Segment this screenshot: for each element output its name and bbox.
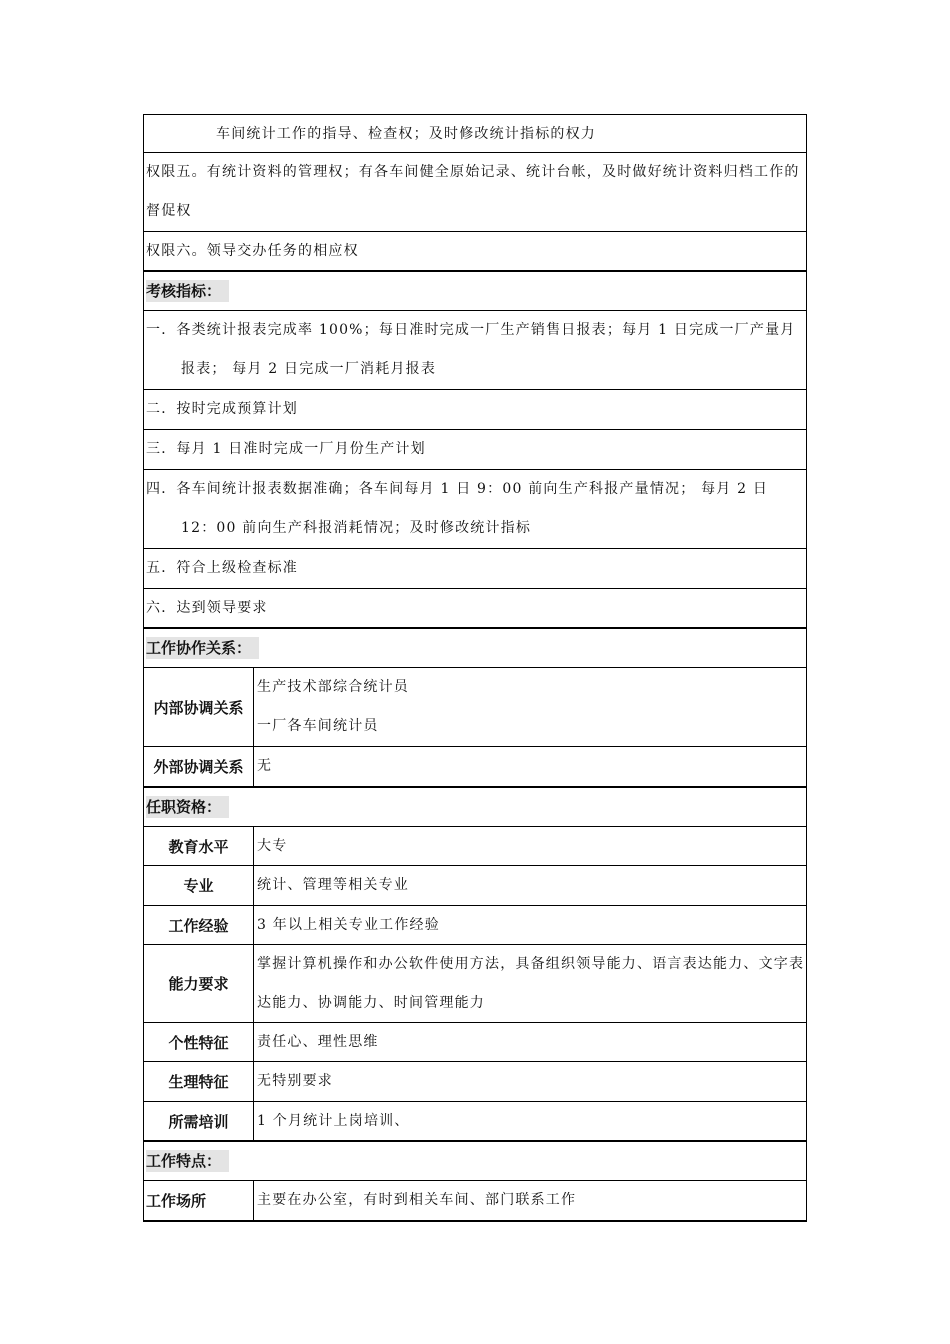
assessment-item-row xyxy=(143,430,807,470)
assessment-item-row xyxy=(143,311,807,390)
qualification-row xyxy=(143,866,807,906)
permission-5-text: 权限五。有统计资料的管理权；有各车间健全原始记录、统计台帐，及时做好统计资料归档工作的督促权 xyxy=(146,164,800,219)
qualification-title: 任职资格： xyxy=(146,796,229,818)
major-value: 统计、管理等相关专业 xyxy=(257,877,409,893)
assessment-item-6: 六．达到领导要求 xyxy=(146,600,268,616)
external-relation-label: 外部协调关系 xyxy=(144,747,254,786)
assessment-header-row xyxy=(143,272,807,311)
permission-5-row xyxy=(143,153,807,232)
permission-6-text: 权限六。领导交办任务的相应权 xyxy=(146,243,359,259)
assessment-item-row xyxy=(143,470,807,549)
work-location-value: 主要在办公室，有时到相关车间、部门联系工作 xyxy=(257,1192,577,1208)
ability-label: 能力要求 xyxy=(144,945,254,1022)
personality-value: 责任心、理性思维 xyxy=(257,1034,379,1050)
education-value: 大专 xyxy=(257,838,288,854)
training-label: 所需培训 xyxy=(144,1102,254,1140)
assessment-title: 考核指标： xyxy=(146,280,229,302)
cooperation-header-row xyxy=(143,629,807,668)
personality-label: 个性特征 xyxy=(144,1023,254,1061)
qualification-header-row xyxy=(143,788,807,827)
permission-continuation-text: 车间统计工作的指导、检查权；及时修改统计指标的权力 xyxy=(216,126,596,142)
features-header-row xyxy=(143,1142,807,1181)
assessment-item-4: 四．各车间统计报表数据准确；各车间每月 1 日 9：00 前向生产科报产量情况； 每月 2 日 12：00 前向生产科报消耗情况；及时修改统计指标 xyxy=(146,481,769,536)
qualification-row xyxy=(143,906,807,945)
work-location-label: 工作场所 xyxy=(144,1181,254,1220)
education-label: 教育水平 xyxy=(144,827,254,865)
assessment-item-5: 五．符合上级检查标准 xyxy=(146,560,298,576)
physical-label: 生理特征 xyxy=(144,1062,254,1101)
qualification-row xyxy=(143,945,807,1023)
features-title: 工作特点： xyxy=(146,1150,229,1172)
ability-value: 掌握计算机操作和办公软件使用方法，具备组织领导能力、语言表达能力、文字表达能力、协调能力、时间管理能力 xyxy=(257,956,805,1011)
cooperation-title: 工作协作关系： xyxy=(146,637,259,659)
major-label: 专业 xyxy=(144,866,254,905)
qualification-row xyxy=(143,1102,807,1142)
assessment-item-1: 一．各类统计报表完成率 100%；每日准时完成一厂生产销售日报表；每月 1 日完成一厂产量月报表； 每月 2 日完成一厂消耗月报表 xyxy=(146,322,796,377)
internal-relation-row xyxy=(143,668,807,747)
external-relation-value: 无 xyxy=(257,758,273,774)
external-relation-row xyxy=(143,747,807,788)
internal-relation-value: 生产技术部综合统计员 xyxy=(257,679,409,695)
internal-relation-value: 一厂各车间统计员 xyxy=(257,718,379,734)
internal-relation-label: 内部协调关系 xyxy=(144,668,254,746)
assessment-item-row xyxy=(143,390,807,430)
work-location-row xyxy=(143,1181,807,1222)
experience-label: 工作经验 xyxy=(144,906,254,944)
experience-value: 3 年以上相关专业工作经验 xyxy=(257,917,440,933)
job-description-table xyxy=(143,114,807,1222)
permission-continuation-row xyxy=(143,114,807,153)
qualification-row xyxy=(143,1023,807,1062)
assessment-item-3: 三．每月 1 日准时完成一厂月份生产计划 xyxy=(146,441,426,457)
internal-relation-values xyxy=(254,668,806,746)
assessment-item-row xyxy=(143,549,807,589)
assessment-item-row xyxy=(143,589,807,629)
assessment-item-2: 二．按时完成预算计划 xyxy=(146,401,298,417)
permission-6-row xyxy=(143,232,807,272)
training-value: 1 个月统计上岗培训、 xyxy=(257,1113,410,1129)
qualification-row xyxy=(143,1062,807,1102)
physical-value: 无特别要求 xyxy=(257,1073,333,1089)
qualification-row xyxy=(143,827,807,866)
